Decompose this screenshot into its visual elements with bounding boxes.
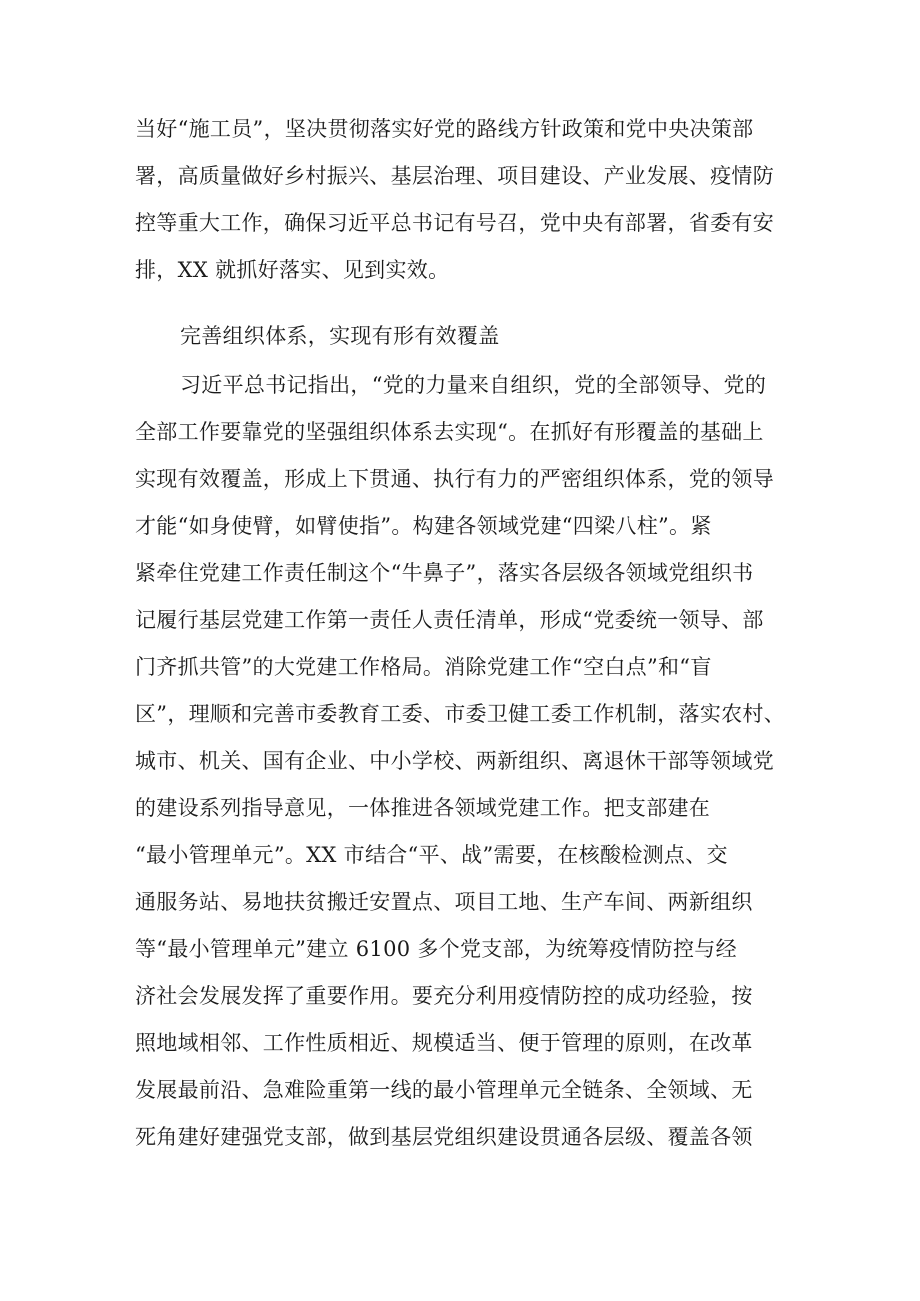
- paragraph-2-line-17: 死角建好建强党支部，做到基层党组织建设贯通各层级、覆盖各领: [135, 1125, 753, 1149]
- paragraph-2-line-5: 紧牵住党建工作责任制这个“牛鼻子”，落实各层级各领域党组织书: [135, 561, 754, 585]
- paragraph-1-line-3: 控等重大工作，确保习近平总书记有号召，党中央有部署，省委有安: [135, 211, 774, 235]
- paragraph-2-line-1: 习近平总书记指出，“党的力量来自组织，党的全部领导、党的: [180, 373, 767, 397]
- paragraph-2-line-3: 实现有效覆盖，形成上下贯通、执行有力的严密组织体系，党的领导: [135, 467, 774, 491]
- paragraph-2-line-11: “最小管理单元”。XX 市结合“平、战”需要，在核酸检测点、交: [135, 843, 728, 867]
- paragraph-2-line-6: 记履行基层党建工作第一责任人责任清单，形成“党委统一领导、部: [135, 608, 764, 632]
- paragraph-2-line-2: 全部工作要靠党的坚强组织体系去实现“。在抓好有形覆盖的基础上: [135, 420, 764, 444]
- paragraph-2-line-13: 等“最小管理单元”建立 6100 多个党支部，为统筹疫情防控与经: [135, 937, 737, 961]
- paragraph-2-line-9: 城市、机关、国有企业、中小学校、两新组织、离退休干部等领域党: [135, 749, 774, 773]
- paragraph-2-line-8: 区”，理顺和完善市委教育工委、市委卫健工委工作机制，落实农村、: [135, 702, 786, 726]
- paragraph-2-line-10: 的建设系列指导意见，一体推进各领域党建工作。把支部建在: [135, 796, 711, 820]
- paragraph-2-line-15: 照地域相邻、工作性质相近、规模适当、便于管理的原则，在改革: [135, 1031, 753, 1055]
- paragraph-2-line-16: 发展最前沿、急难险重第一线的最小管理单元全链条、全领域、无: [135, 1078, 753, 1102]
- paragraph-2-line-12: 通服务站、易地扶贫搬迁安置点、项目工地、生产车间、两新组织: [135, 890, 753, 914]
- paragraph-1-line-1: 当好“施工员”，坚决贯彻落实好党的路线方针政策和党中央决策部: [135, 117, 754, 141]
- paragraph-1-line-2: 署，高质量做好乡村振兴、基层治理、项目建设、产业发展、疫情防: [135, 164, 774, 188]
- paragraph-2-line-4: 才能“如身使臂，如臂使指”。构建各领域党建“四梁八柱”。紧: [135, 514, 712, 538]
- paragraph-1-line-4: 排，XX 就抓好落实、见到实效。: [135, 258, 450, 282]
- paragraph-2-line-7: 门齐抓共管”的大党建工作格局。消除党建工作“空白点”和“盲: [135, 655, 712, 679]
- paragraph-2-line-14: 济社会发展发挥了重要作用。要充分利用疫情防控的成功经验，按: [135, 984, 753, 1008]
- section-heading: 完善组织体系，实现有形有效覆盖: [180, 324, 500, 348]
